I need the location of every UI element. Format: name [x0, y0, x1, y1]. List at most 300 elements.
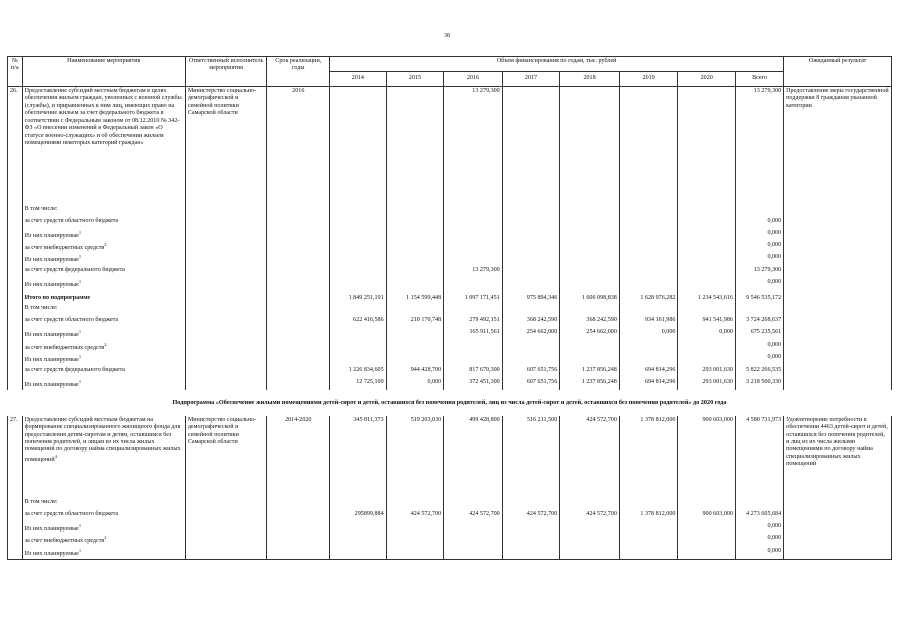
header-year: 2014 [330, 72, 386, 87]
year-value [386, 498, 444, 510]
year-value [330, 266, 386, 278]
year-value [560, 253, 620, 265]
sub-row [8, 304, 892, 316]
sub-label [22, 534, 185, 546]
year-value: 1 606 098,838 [560, 290, 620, 304]
cell-empty [267, 341, 330, 353]
year-value: 293 001,630 [678, 366, 736, 378]
year-value [560, 522, 620, 534]
cell-empty [784, 378, 892, 390]
year-value [444, 229, 503, 241]
sub-label-text: Из них планируемые [24, 257, 79, 264]
footnote-mark: 2 [104, 341, 107, 347]
year-value: 516 211,500 [502, 416, 560, 498]
header-year: 2019 [619, 72, 678, 87]
year-value [678, 87, 736, 205]
total-label: Итого по подпрограмме [22, 290, 185, 304]
year-value [502, 253, 560, 265]
cell-empty [267, 353, 330, 365]
cell-empty [784, 522, 892, 534]
year-value: 165 911,561 [444, 328, 503, 340]
year-value [386, 205, 444, 217]
year-value [678, 266, 736, 278]
cell-empty [784, 498, 892, 510]
year-value [444, 522, 503, 534]
year-value [330, 278, 386, 290]
year-value [330, 547, 386, 560]
cell-empty [267, 328, 330, 340]
sub-label-text: Из них планируемые [24, 381, 79, 388]
year-value [330, 534, 386, 546]
cell-empty [185, 547, 267, 560]
item-responsible: Министерство социально-демографической и семейной политики Самарской области [185, 87, 267, 205]
footnote-mark: 1 [78, 547, 82, 553]
cell-empty [185, 378, 267, 390]
cell-empty [784, 290, 892, 304]
cell-empty [8, 510, 23, 522]
cell-empty [185, 229, 267, 241]
sub-label-text: Из них планируемые [24, 550, 79, 557]
year-value [678, 278, 736, 290]
year-value [678, 229, 736, 241]
cell-empty [784, 217, 892, 229]
footnote-mark: 2 [104, 241, 107, 247]
cell-empty [784, 328, 892, 340]
cell-empty [267, 522, 330, 534]
item-term: 2014-2020 [267, 416, 330, 498]
sub-label [22, 278, 185, 290]
footnote-mark: 1 [78, 229, 82, 235]
item-name [22, 416, 185, 498]
year-value [619, 217, 678, 229]
sub-row [8, 328, 892, 340]
year-value [330, 341, 386, 353]
cell-empty [784, 353, 892, 365]
year-value [678, 522, 736, 534]
year-value [386, 547, 444, 560]
sub-label [22, 229, 185, 241]
total-value: 0,000 [735, 253, 783, 265]
year-value [386, 253, 444, 265]
sub-row [8, 253, 892, 265]
year-value [560, 341, 620, 353]
cell-empty [8, 217, 23, 229]
year-value [619, 278, 678, 290]
year-value [678, 534, 736, 546]
program-table [7, 56, 892, 560]
total-value: 9 546 535,172 [735, 290, 783, 304]
year-value [386, 341, 444, 353]
total-value: 0,000 [735, 534, 783, 546]
item-row [8, 87, 892, 205]
cell-empty [185, 522, 267, 534]
cell-empty [267, 266, 330, 278]
year-value [560, 205, 620, 217]
header-year: 2016 [444, 72, 503, 87]
cell-empty [784, 253, 892, 265]
total-value: 0,000 [735, 353, 783, 365]
cell-empty [185, 498, 267, 510]
subprogram-row [8, 390, 892, 416]
total-value: 0,000 [735, 278, 783, 290]
year-value [386, 304, 444, 316]
cell-empty [784, 510, 892, 522]
year-value [330, 241, 386, 253]
cell-empty [8, 522, 23, 534]
year-value [560, 547, 620, 560]
table-body [8, 87, 892, 560]
cell-empty [8, 229, 23, 241]
sub-label [22, 217, 185, 229]
year-value [330, 498, 386, 510]
year-value [502, 534, 560, 546]
year-value [444, 498, 503, 510]
cell-empty [784, 341, 892, 353]
year-value [619, 266, 678, 278]
total-row [8, 290, 892, 304]
cell-empty [185, 253, 267, 265]
year-value: 1 378 812,000 [619, 416, 678, 498]
total-value: 4 273 605,684 [735, 510, 783, 522]
cell-empty [8, 534, 23, 546]
cell-empty [8, 278, 23, 290]
year-value [502, 229, 560, 241]
year-value [560, 87, 620, 205]
year-value: 900 603,000 [678, 416, 736, 498]
total-value: 3 218 500,330 [735, 378, 783, 390]
year-value: 1 628 976,282 [619, 290, 678, 304]
sub-label-text: В том числе: [24, 498, 58, 505]
item-name-text: Предоставление субсидий местным бюджетам в целях обеспечения жильем граждан, уволенных с военной службы (службы), и приравненных к ним лиц, имеющих право на обеспечение жильем за счет федерального бюджета в соответствии с Федеральным законом от 08.12.2010 № 342-ФЗ «О внесении изменений в Федеральный закон «О статусе военно-служащих» и об обеспечении жильем помещениями некоторых категорий граждан» [24, 88, 182, 146]
year-value [678, 341, 736, 353]
sub-label-text: за счет средств федерального бюджета [24, 366, 126, 373]
header-funding: Объем финансирования по годам, тыс. рублей [330, 57, 784, 72]
sub-row [8, 534, 892, 546]
year-value [678, 353, 736, 365]
year-value [619, 353, 678, 365]
cell-empty [185, 278, 267, 290]
year-value: 941 541,986 [678, 316, 736, 328]
total-value: 0,000 [735, 547, 783, 560]
header-total: Всего [735, 72, 783, 87]
sub-row [8, 498, 892, 510]
year-value [444, 547, 503, 560]
year-value [619, 304, 678, 316]
sub-label [22, 253, 185, 265]
year-value: 424 572,700 [444, 510, 503, 522]
footnote-mark: 1 [78, 522, 82, 528]
item-number: 27. [8, 416, 23, 498]
year-value: 817 679,300 [444, 366, 503, 378]
year-value: 279 492,151 [444, 316, 503, 328]
cell-empty [267, 510, 330, 522]
header-num: № п/а [8, 57, 23, 87]
cell-empty [784, 547, 892, 560]
year-value [560, 353, 620, 365]
year-value [330, 229, 386, 241]
year-value [386, 328, 444, 340]
cell-empty [784, 316, 892, 328]
cell-empty [8, 353, 23, 365]
cell-empty [185, 353, 267, 365]
cell-empty [185, 241, 267, 253]
year-value [386, 87, 444, 205]
year-value: 499 428,800 [444, 416, 503, 498]
item-row [8, 416, 892, 498]
year-value [560, 217, 620, 229]
sub-label-text: за счет средств областного бюджета [24, 217, 119, 224]
footnote-mark: 1 [78, 354, 82, 360]
sub-row [8, 547, 892, 560]
sub-label [22, 205, 185, 217]
sub-label [22, 353, 185, 365]
sub-row [8, 341, 892, 353]
footnote-mark: 4 [54, 453, 57, 459]
year-value: 975 894,346 [502, 290, 560, 304]
year-value: 694 814,296 [619, 366, 678, 378]
year-value [444, 241, 503, 253]
sub-label [22, 266, 185, 278]
year-value [619, 241, 678, 253]
sub-label-text: Из них планируемые [24, 357, 79, 364]
year-value [502, 266, 560, 278]
cell-empty [267, 304, 330, 316]
sub-row [8, 510, 892, 522]
total-value: 0,000 [735, 341, 783, 353]
year-value: 368 242,590 [560, 316, 620, 328]
total-value: 5 822 266,535 [735, 366, 783, 378]
year-value: 210 170,748 [386, 316, 444, 328]
item-result: Предоставление меры государственной поддержки 8 гражданам указанной категории [784, 87, 892, 205]
cell-empty [784, 241, 892, 253]
cell-empty [8, 304, 23, 316]
header-result: Ожидаемый результат [784, 57, 892, 87]
year-value: 293 001,630 [678, 378, 736, 390]
cell-empty [185, 316, 267, 328]
year-value [619, 547, 678, 560]
year-value: 0,000 [386, 378, 444, 390]
sub-row [8, 316, 892, 328]
year-value: 0,000 [678, 328, 736, 340]
year-value: 368 242,590 [502, 316, 560, 328]
year-value: 694 814,296 [619, 378, 678, 390]
sub-row [8, 366, 892, 378]
year-value: 372 451,300 [444, 378, 503, 390]
cell-empty [267, 498, 330, 510]
year-value [386, 278, 444, 290]
year-value [444, 304, 503, 316]
year-value [619, 498, 678, 510]
cell-empty [8, 205, 23, 217]
cell-empty [267, 316, 330, 328]
header-year: 2015 [386, 72, 444, 87]
year-value [502, 278, 560, 290]
cell-empty [8, 241, 23, 253]
year-value: 13 279,300 [444, 87, 503, 205]
year-value [619, 205, 678, 217]
cell-empty [267, 290, 330, 304]
year-value: 519 203,030 [386, 416, 444, 498]
year-value [386, 353, 444, 365]
total-value [735, 498, 783, 510]
year-value: 0,000 [619, 328, 678, 340]
sub-row [8, 278, 892, 290]
year-value [502, 217, 560, 229]
sub-label [22, 547, 185, 560]
year-value: 944 428,700 [386, 366, 444, 378]
total-value: 0,000 [735, 522, 783, 534]
sub-label [22, 378, 185, 390]
year-value [560, 534, 620, 546]
sub-row [8, 378, 892, 390]
page-number: 38 [444, 33, 450, 39]
item-responsible: Министерство социально-демографической и семейной политики Самарской области [185, 416, 267, 498]
year-value [678, 547, 736, 560]
cell-empty [8, 290, 23, 304]
year-value [444, 253, 503, 265]
year-value [386, 534, 444, 546]
cell-empty [267, 278, 330, 290]
sub-label-text: за счет внебюджетных средств [24, 344, 105, 351]
cell-empty [185, 304, 267, 316]
cell-empty [185, 534, 267, 546]
year-value: 622 416,586 [330, 316, 386, 328]
total-value: 13 279,300 [735, 87, 783, 205]
sub-label [22, 316, 185, 328]
total-value: 675 235,561 [735, 328, 783, 340]
sub-label-text: за счет внебюджетных средств [24, 244, 105, 251]
year-value: 424 572,700 [386, 510, 444, 522]
cell-empty [8, 341, 23, 353]
cell-empty [267, 378, 330, 390]
cell-empty [8, 547, 23, 560]
sub-label-text: Из них планируемые [24, 525, 79, 532]
cell-empty [267, 547, 330, 560]
year-value [444, 341, 503, 353]
year-value: 1 154 599,448 [386, 290, 444, 304]
year-value [386, 522, 444, 534]
cell-empty [784, 205, 892, 217]
cell-empty [8, 498, 23, 510]
sub-label [22, 522, 185, 534]
sub-label [22, 498, 185, 510]
sub-row [8, 229, 892, 241]
year-value: 1 378 812,000 [619, 510, 678, 522]
year-value [444, 278, 503, 290]
year-value: 424 572,700 [502, 510, 560, 522]
year-value: 13 279,300 [444, 266, 503, 278]
sub-label [22, 510, 185, 522]
cell-empty [8, 253, 23, 265]
cell-empty [267, 253, 330, 265]
year-value: 345 811,373 [330, 416, 386, 498]
sub-label-text: за счет внебюджетных средств [24, 538, 105, 545]
year-value: 1 237 856,248 [560, 366, 620, 378]
year-value [444, 353, 503, 365]
cell-empty [784, 304, 892, 316]
year-value [330, 253, 386, 265]
year-value: 254 662,000 [502, 328, 560, 340]
header-term: Срок реализации, годы [267, 57, 330, 87]
total-value [735, 304, 783, 316]
year-value [678, 217, 736, 229]
year-value [502, 205, 560, 217]
footnote-mark: 1 [78, 278, 82, 284]
year-value [560, 498, 620, 510]
year-value [386, 241, 444, 253]
year-value: 295899,884 [330, 510, 386, 522]
year-value [444, 205, 503, 217]
year-value [560, 229, 620, 241]
year-value: 1 097 171,451 [444, 290, 503, 304]
year-value [619, 253, 678, 265]
year-value [619, 534, 678, 546]
sub-row [8, 266, 892, 278]
year-value [560, 241, 620, 253]
header-year: 2018 [560, 72, 620, 87]
footnote-mark: 1 [78, 254, 82, 260]
year-value [386, 217, 444, 229]
sub-label [22, 304, 185, 316]
cell-empty [8, 328, 23, 340]
header-name: Наименование мероприятия [22, 57, 185, 87]
sub-label-text: В том числе: [24, 205, 58, 212]
header-year: 2020 [678, 72, 736, 87]
year-value: 424 572,700 [560, 510, 620, 522]
sub-row [8, 217, 892, 229]
year-value [560, 304, 620, 316]
year-value [678, 205, 736, 217]
sub-row [8, 353, 892, 365]
cell-empty [185, 217, 267, 229]
year-value [678, 304, 736, 316]
total-value: 0,000 [735, 229, 783, 241]
cell-empty [8, 378, 23, 390]
year-value [502, 522, 560, 534]
year-value [330, 87, 386, 205]
year-value [502, 304, 560, 316]
item-term: 2016 [267, 87, 330, 205]
sub-label-text: за счет средств областного бюджета [24, 317, 119, 324]
footnote-mark: 1 [78, 378, 82, 384]
item-result: Удовлетворение потребности в обеспечении 4463 детей-сирот и детей, оставшихся без попечения родителей, и лиц из их числа жилыми помещениями по договору найма специализированных жилых помещений [784, 416, 892, 498]
cell-empty [185, 328, 267, 340]
total-value: 0,000 [735, 241, 783, 253]
year-value [678, 241, 736, 253]
sub-row [8, 205, 892, 217]
sub-label [22, 241, 185, 253]
sub-label-text: В том числе: [24, 305, 58, 312]
sub-row [8, 522, 892, 534]
year-value [619, 87, 678, 205]
sub-label [22, 341, 185, 353]
sub-label [22, 366, 185, 378]
cell-empty [185, 290, 267, 304]
cell-empty [267, 366, 330, 378]
table-header [8, 57, 892, 87]
year-value [678, 253, 736, 265]
sub-label-text: Из них планируемые [24, 281, 79, 288]
cell-empty [185, 366, 267, 378]
year-value: 1 237 856,248 [560, 378, 620, 390]
item-name [22, 87, 185, 205]
header-responsible: Ответственный исполнитель мероприятия [185, 57, 267, 87]
year-value: 12 725,100 [330, 378, 386, 390]
year-value [619, 229, 678, 241]
sub-label-text: Из них планируемые [24, 332, 79, 339]
footnote-mark: 2 [104, 535, 107, 541]
item-number: 26. [8, 87, 23, 205]
